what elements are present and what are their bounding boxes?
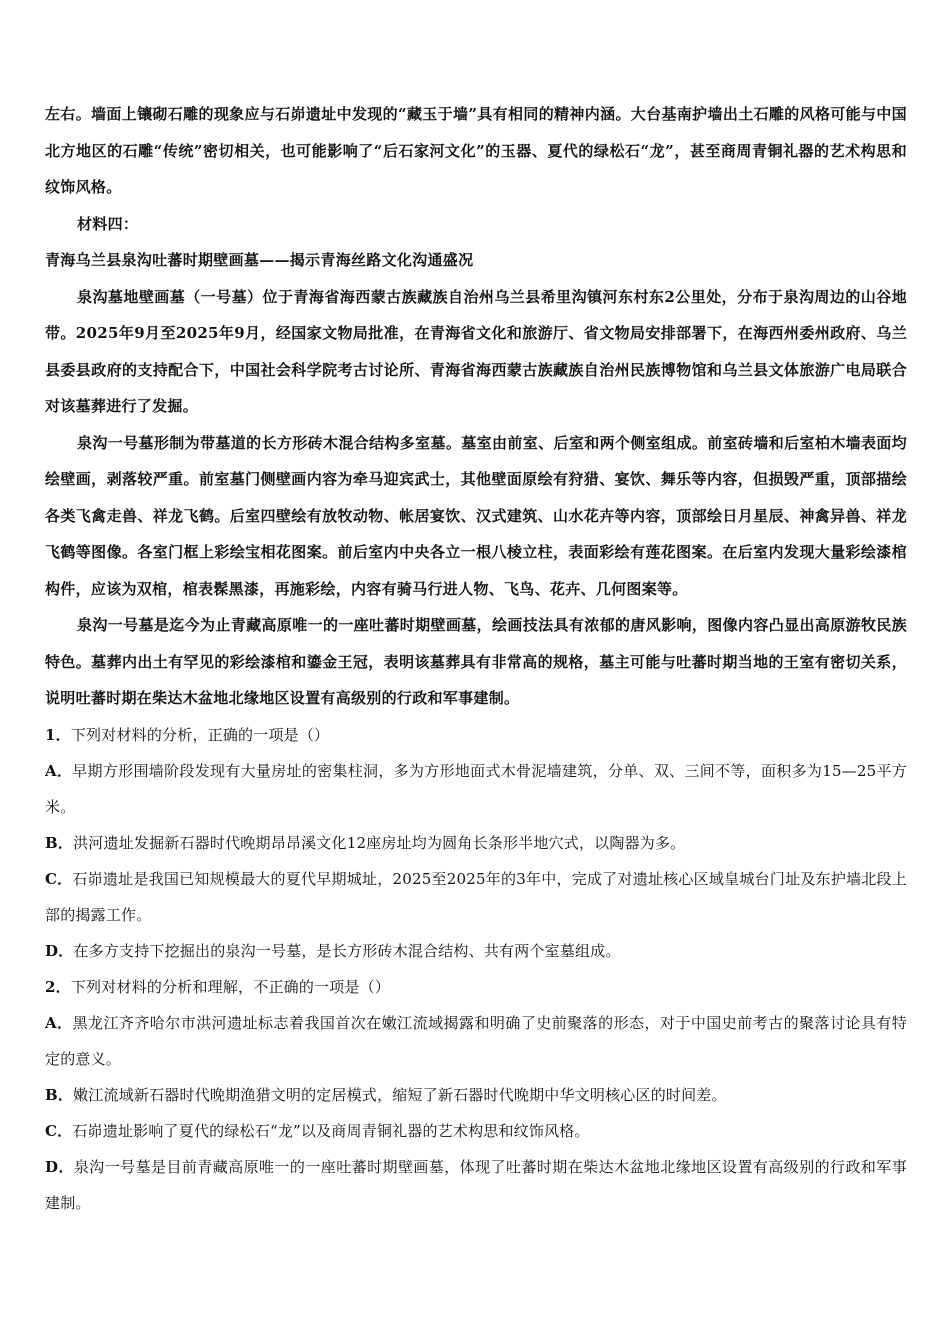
option-text: 石峁遗址是我国已知规模最大的夏代早期城址，2025至2025年的3年中，完成了对遗址核心区域皇城台门址及东护墙北段上部的揭露工作。 [45,869,907,924]
question-text: 下列对材料的分析和理解，不正确的一项是（） [70,977,391,996]
option-text: 石峁遗址影响了夏代的绿松石“龙”以及商周青铜礼器的艺术构思和纹饰风格。 [72,1121,590,1140]
question-text: 下列对材料的分析，正确的一项是（） [70,725,330,744]
option-letter: C． [45,869,73,888]
material-label: 材料四： [77,214,139,233]
option-letter: A． [45,1013,73,1032]
question-2-option-c [45,1113,907,1149]
question-1-stem [45,717,907,753]
material-title: 青海乌兰县泉沟吐蕃时期壁画墓——揭示青海丝路文化沟通盛况 [45,251,474,269]
question-number: 1． [45,725,71,744]
question-2-option-d [45,1149,907,1221]
question-number: 2． [45,977,71,996]
question-1-option-c [45,861,907,933]
option-letter: C． [45,1121,73,1140]
body-paragraph-1: 泉沟墓地壁画墓（一号墓）位于青海省海西蒙古族藏族自治州乌兰县希里沟镇河东村东2公里处，分布于泉沟周边的山谷地带。2025年9月至2025年9月，经国家文物局批准，在青海省文化和旅游厅、省文物局安排部署下，在海西州委州政府、乌兰县委县政府的支持配合下，中国社会科学院考古讨论所、青海省海西蒙古族藏族自治州民族博物馆和乌兰县文体旅游广电局联合对该墓葬进行了发掘。 [45,287,907,415]
body-paragraph-2: 泉沟一号墓形制为带墓道的长方形砖木混合结构多室墓。墓室由前室、后室和两个侧室组成。前室砖墙和后室柏木墙表面均绘壁画，剥落较严重。前室墓门侧壁画内容为牵马迎宾武士，其他壁面原绘有狩猎、宴饮、舞乐等内容，但损毁严重，顶部描绘各类飞禽走兽、祥龙飞鹤。后室四壁绘有放牧动物、帐居宴饮、汉式建筑、山水花卉等内容，顶部绘日月星辰、神禽异兽、祥龙飞鹤等图像。各室门框上彩绘宝相花图案。前后室内中央各立一根八棱立柱，表面彩绘有莲花图案。在后室内发现大量彩绘漆棺构件，应该为双棺，棺表髹黑漆，再施彩绘，内容有骑马行进人物、飞鸟、花卉、几何图案等。 [45,433,907,598]
option-text: 早期方形围墙阶段发现有大量房址的密集柱洞，多为方形地面式木骨泥墙建筑，分单、双、三间不等，面积多为15—25平方米。 [45,761,907,816]
option-text: 洪河遗址发掘新石器时代晚期昂昂溪文化12座房址均为圆角长条形半地穴式，以陶器为多。 [73,833,686,852]
option-text: 黑龙江齐齐哈尔市洪河遗址标志着我国首次在嫩江流域揭露和明确了史前聚落的形态，对于中国史前考古的聚落讨论具有特定的意义。 [45,1013,907,1068]
question-2-option-a [45,1005,907,1077]
question-2-option-b [45,1077,907,1113]
option-text: 嫩江流域新石器时代晚期渔猎文明的定居模式，缩短了新石器时代晚期中华文明核心区的时间差。 [73,1085,727,1104]
option-letter: D． [45,941,74,960]
body-paragraph-3: 泉沟一号墓是迄今为止青藏高原唯一的一座吐蕃时期壁画墓，绘画技法具有浓郁的唐风影响，图像内容凸显出高原游牧民族特色。墓葬内出土有罕见的彩绘漆棺和鎏金王冠，表明该墓葬具有非常高的规格，墓主可能与吐蕃时期当地的王室有密切关系，说明吐蕃时期在柴达木盆地北缘地区设置有高级别的行政和军事建制。 [45,616,907,707]
option-text: 泉沟一号墓是目前青藏高原唯一的一座吐蕃时期壁画墓，体现了吐蕃时期在柴达木盆地北缘地区设置有高级别的行政和军事建制。 [45,1157,907,1212]
option-letter: B． [45,833,74,852]
question-1-option-a [45,753,907,825]
option-letter: A． [45,761,73,780]
question-2-stem [45,969,907,1005]
question-1-option-b [45,825,907,861]
option-letter: B． [45,1085,74,1104]
question-1-option-d [45,933,907,969]
option-letter: D． [45,1157,74,1176]
continuation-paragraph: 左右。墙面上镶砌石雕的现象应与石峁遗址中发现的“藏玉于墙”具有相同的精神内涵。大台基南护墙出土石雕的风格可能与中国北方地区的石雕“传统”密切相关，也可能影响了“后石家河文化”的玉器、夏代的绿松石“龙”，甚至商周青铜礼器的艺术构思和纹饰风格。 [45,105,907,196]
option-text: 在多方支持下挖掘出的泉沟一号墓，是长方形砖木混合结构、共有两个室墓组成。 [73,941,621,960]
document-page [45,96,907,1221]
